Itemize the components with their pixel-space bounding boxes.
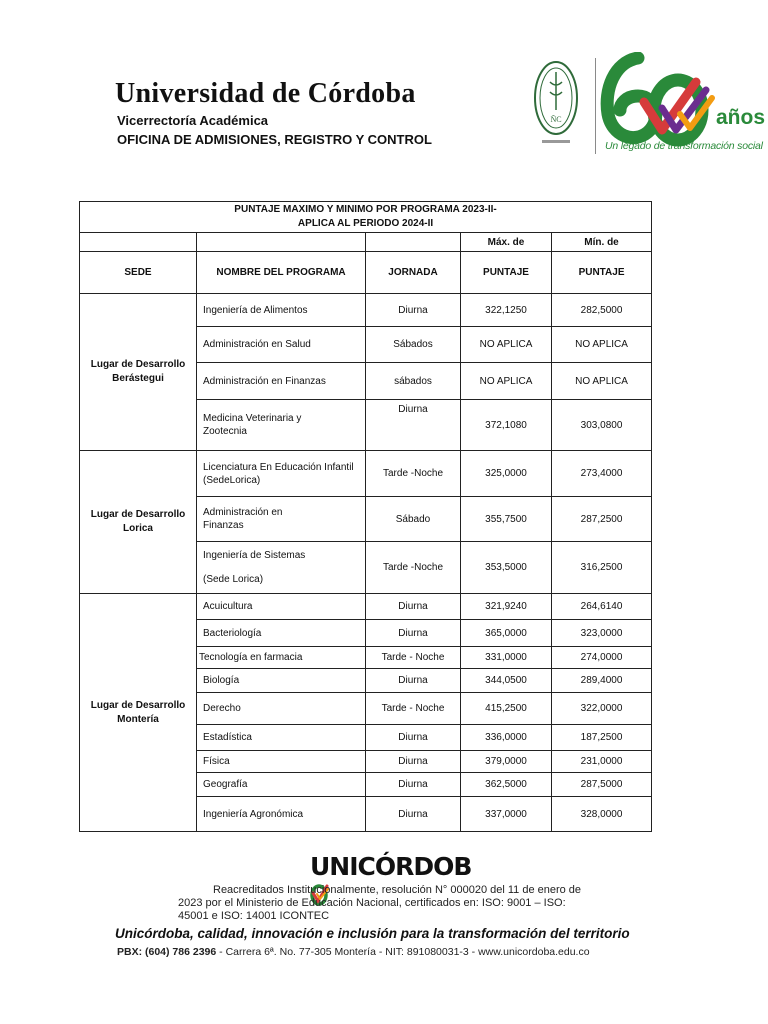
jornada-cell: Diurna	[366, 594, 461, 620]
sede-header: SEDE	[80, 252, 197, 294]
anniversary-years-label: años	[716, 106, 766, 129]
programa-cell: Ingeniería Agronómica	[197, 797, 366, 832]
footer-logo-text: UNICÓRDOB	[310, 852, 472, 881]
min-score-cell: 316,2500	[552, 542, 652, 594]
programa-cell: Medicina Veterinaria y Zootecnia	[197, 400, 366, 451]
header-blank	[197, 233, 366, 252]
programa-cell: Acuicultura	[197, 594, 366, 620]
min-score-cell: 231,0000	[552, 751, 652, 773]
min-header-top: Mín. de	[552, 233, 652, 252]
max-score-cell: 321,9240	[461, 594, 552, 620]
programa-cell: Física	[197, 751, 366, 773]
max-score-cell: 379,0000	[461, 751, 552, 773]
header-blank	[80, 233, 197, 252]
programa-cell: Administración en Salud	[197, 327, 366, 363]
accreditation-line1: Reacreditados Institucionalmente, resolución N° 000020 del 11 de enero de	[213, 884, 582, 896]
min-score-cell: 287,5000	[552, 773, 652, 797]
programa-cell: Bacteriología	[197, 620, 366, 647]
accreditation-line2: 2023 por el Ministerio de Educación Nacional, certificados en: ISO: 9001 – ISO:	[178, 897, 566, 909]
table-row	[80, 294, 652, 327]
min-score-cell: 187,2500	[552, 725, 652, 751]
min-score-cell: 289,4000	[552, 669, 652, 693]
max-header-top: Máx. de	[461, 233, 552, 252]
min-score-cell: NO APLICA	[552, 363, 652, 400]
header-divider	[595, 58, 596, 154]
sede-cell: Lugar de Desarrollo Berástegui	[80, 294, 197, 451]
jornada-cell: Diurna	[366, 294, 461, 327]
jornada-header: JORNADA	[366, 252, 461, 294]
sede-cell: Lugar de Desarrollo Montería	[80, 594, 197, 832]
table-title-line2: APLICA AL PERIODO 2024-II	[297, 218, 434, 229]
max-score-cell: NO APLICA	[461, 363, 552, 400]
jornada-cell: Diurna	[366, 773, 461, 797]
max-score-cell: 362,5000	[461, 773, 552, 797]
jornada-cell: Tarde - Noche	[366, 693, 461, 725]
vice-rectory-label: Vicerrectoría Académica	[117, 113, 269, 128]
min-score-cell: 287,2500	[552, 497, 652, 542]
institutional-motto: Unicórdoba, calidad, innovación e inclusión para la transformación del territorio	[115, 926, 630, 941]
jornada-cell: Diurna	[366, 669, 461, 693]
max-score-cell: 331,0000	[461, 647, 552, 669]
sede-cell: Lugar de Desarrollo Lorica	[80, 451, 197, 594]
min-score-cell: 282,5000	[552, 294, 652, 327]
score-table	[79, 201, 652, 832]
max-score-cell: NO APLICA	[461, 327, 552, 363]
jornada-cell: Diurna	[366, 400, 461, 451]
programa-cell: Licenciatura En Educación Infantil (SedeLorica)	[197, 451, 366, 497]
max-score-cell: 355,7500	[461, 497, 552, 542]
jornada-cell: Tarde - Noche	[366, 647, 461, 669]
max-score-cell: 322,1250	[461, 294, 552, 327]
jornada-cell: sábados	[366, 363, 461, 400]
min-score-cell: NO APLICA	[552, 327, 652, 363]
svg-text:ÑC: ÑC	[550, 115, 562, 124]
table-title-line1: PUNTAJE MAXIMO Y MINIMO POR PROGRAMA 2023-II-	[234, 204, 497, 215]
university-seal-icon	[532, 58, 580, 148]
programa-header: NOMBRE DEL PROGRAMA	[197, 252, 366, 294]
max-score-cell: 336,0000	[461, 725, 552, 751]
jornada-cell: Diurna	[366, 725, 461, 751]
programa-cell: Derecho	[197, 693, 366, 725]
programa-cell: Tecnología en farmacia	[197, 647, 366, 669]
min-score-cell: 273,4000	[552, 451, 652, 497]
contact-details: - Carrera 6ª. No. 77-305 Montería - NIT: 891080031-3 - www.unicordoba.edu.co	[216, 946, 590, 958]
contact-line	[117, 946, 590, 958]
min-score-cell: 274,0000	[552, 647, 652, 669]
anniversary-tagline: Un legado de transformación social	[605, 140, 763, 152]
table-title	[80, 202, 652, 233]
pbx-label: PBX: (604) 786 2396	[117, 946, 217, 958]
jornada-cell: Tarde -Noche	[366, 451, 461, 497]
jornada-cell: Sábados	[366, 327, 461, 363]
min-score-cell: 328,0000	[552, 797, 652, 832]
max-score-cell: 344,0500	[461, 669, 552, 693]
max-score-cell: 415,2500	[461, 693, 552, 725]
table-row	[80, 451, 652, 497]
max-score-cell: 372,1080	[461, 400, 552, 451]
jornada-cell: Diurna	[366, 797, 461, 832]
max-score-cell: 353,5000	[461, 542, 552, 594]
table-row	[80, 594, 652, 620]
min-score-header: PUNTAJE	[552, 252, 652, 294]
min-score-cell: 323,0000	[552, 620, 652, 647]
max-score-cell: 365,0000	[461, 620, 552, 647]
min-score-cell: 264,6140	[552, 594, 652, 620]
programa-cell: Administración en Finanzas	[197, 497, 366, 542]
min-score-cell: 322,0000	[552, 693, 652, 725]
office-label: OFICINA DE ADMISIONES, REGISTRO Y CONTROL	[117, 132, 432, 147]
unicordoba-footer-logo	[310, 852, 470, 882]
jornada-cell: Diurna	[366, 620, 461, 647]
programa-cell: Geografía	[197, 773, 366, 797]
jornada-cell: Diurna	[366, 751, 461, 773]
max-score-header: PUNTAJE	[461, 252, 552, 294]
programa-cell: Administración en Finanzas	[197, 363, 366, 400]
accreditation-line3: 45001 e ISO: 14001 ICONTEC	[178, 910, 330, 922]
programa-cell: Ingeniería de Sistemas (Sede Lorica)	[197, 542, 366, 594]
programa-cell: Ingeniería de Alimentos	[197, 294, 366, 327]
jornada-cell: Tarde -Noche	[366, 542, 461, 594]
programa-cell: Biología	[197, 669, 366, 693]
university-title: Universidad de Córdoba	[115, 78, 416, 109]
max-score-cell: 337,0000	[461, 797, 552, 832]
programa-cell: Estadística	[197, 725, 366, 751]
accreditation-text	[178, 884, 598, 923]
max-score-cell: 325,0000	[461, 451, 552, 497]
header-blank	[366, 233, 461, 252]
jornada-cell: Sábado	[366, 497, 461, 542]
min-score-cell: 303,0800	[552, 400, 652, 451]
